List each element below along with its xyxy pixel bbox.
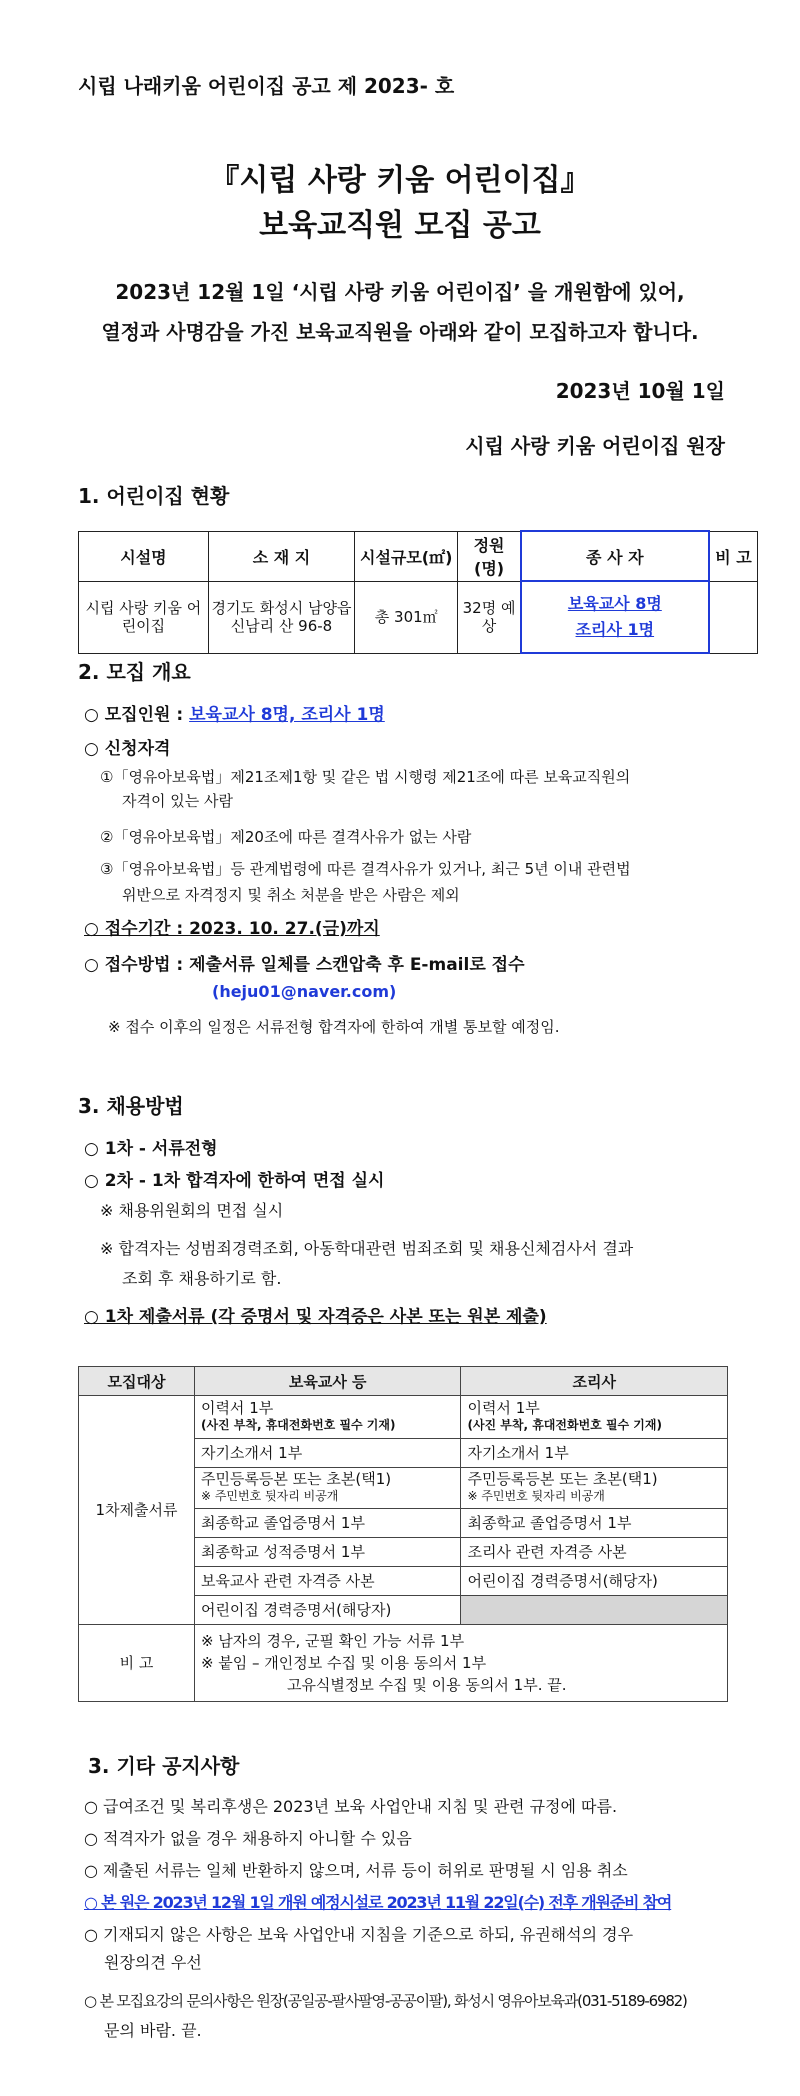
staff-cook: 조리사 1명 [575,620,655,639]
cook-intro: 자기소개서 1부 [461,1439,728,1468]
teacher-transcript: 최종학교 성적증명서 1부 [194,1538,461,1567]
teacher-resume-note: (사진 부착, 휴대전화번호 필수 기재) [200,1418,396,1432]
notice-6b: 문의 바람. 끝. [104,2021,202,2040]
teacher-graduation: 최종학교 졸업증명서 1부 [194,1509,461,1538]
notice-number: 시립 나래키움 어린이집 공고 제 2023- 호 [78,74,455,98]
email-address: (heju01@naver.com) [212,982,397,1001]
intro-line-2: 열정과 사명감을 가진 보육교직원을 아래와 같이 모집하고자 합니다. [101,320,699,344]
qual-item-2: ②「영유아보육법」제20조에 따른 결격사유가 없는 사람 [100,828,472,846]
recruit-line [84,700,385,725]
cook-resume [461,1396,728,1439]
notice-3: ○ 제출된 서류는 일체 반환하지 않으며, 서류 등이 허위로 판명될 시 임용 취소 [84,1861,628,1880]
col-address: 소 재 지 [208,531,354,581]
qual-item-1b: 자격이 있는 사람 [122,792,233,810]
schedule-note: ※ 접수 이후의 일정은 서류전형 합격자에 한하여 개별 통보할 예정임. [108,1018,560,1036]
period-line: ○ 접수기간 : 2023. 10. 27.(금)까지 [84,919,380,939]
qual-item-1: ①「영유아보육법」제21조제1항 및 같은 법 시행령 제21조에 따른 보육교직원의 [100,768,631,786]
title-recruit: 보육교직원 모집 공고 [259,208,541,243]
col-staff: 종 사 자 [521,531,709,581]
teacher-career: 어린이집 경력증명서(해당자) [194,1596,461,1625]
remark-2: ※ 붙임 – 개인정보 수집 및 이용 동의서 1부 [200,1654,487,1672]
teacher-intro: 자기소개서 1부 [194,1439,461,1468]
cell-staff [521,581,709,653]
cook-resident [461,1468,728,1509]
cell-size: 총 301㎡ [355,581,458,653]
cell-note [709,581,758,653]
notice-4: ○ 본 원은 2023년 12월 1일 개원 예정시설로 2023년 11월 22일(수) 전후 개원준비 참여 [84,1893,672,1912]
cell-capacity: 32명 예상 [458,581,521,653]
cell-address: 경기도 화성시 남양읍 신남리 산 96-8 [208,581,354,653]
cook-resident-note: ※ 주민번호 뒷자리 비공개 [467,1489,605,1503]
cell-name: 시립 사랑 키움 어린이집 [79,581,209,653]
cook-empty-cell [461,1596,728,1625]
section2-heading: 2. 모집 개요 [78,660,191,684]
signer: 시립 사랑 키움 어린이집 원장 [465,434,725,458]
cook-license: 조리사 관련 자격증 사본 [461,1538,728,1567]
remark-cell [194,1625,727,1702]
docs-row-label: 1차제출서류 [79,1396,195,1625]
section1-heading: 1. 어린이집 현황 [78,484,230,508]
notice-2: ○ 적격자가 없을 경우 채용하지 아니할 수 있음 [84,1829,412,1848]
staff-teacher: 보육교사 8명 [567,594,662,613]
section3-heading: 3. 채용방법 [78,1094,184,1118]
cook-resume-title: 이력서 1부 [467,1399,540,1417]
cook-resume-note: (사진 부착, 휴대전화번호 필수 기재) [467,1418,662,1432]
notice-1: ○ 급여조건 및 복리후생은 2023년 보육 사업안내 지침 및 관련 규정에 따름. [84,1797,618,1816]
cook-resident-title: 주민등록등본 또는 초본(택1) [467,1470,658,1488]
recruit-value: 보육교사 8명, 조리사 1명 [189,705,385,725]
teacher-resident-note: ※ 주민번호 뒷자리 비공개 [200,1489,339,1503]
step1-line: ○ 1차 - 서류전형 [84,1139,218,1159]
col-size: 시설규모(㎡) [355,531,458,581]
teacher-license: 보육교사 관련 자격증 사본 [194,1567,461,1596]
teacher-resume-title: 이력서 1부 [200,1399,274,1417]
teacher-resident-title: 주민등록등본 또는 초본(택1) [200,1470,392,1488]
col-note: 비 고 [709,531,758,581]
cook-graduation: 최종학교 졸업증명서 1부 [461,1509,728,1538]
teacher-resident [194,1468,461,1509]
qual-label: ○ 신청자격 [84,739,171,759]
remark-label: 비 고 [79,1625,195,1702]
remark-3: 고유식별정보 수집 및 이용 동의서 1부. 끝. [286,1676,567,1694]
docs-col-teacher: 보육교사 등 [194,1367,461,1396]
docs-col-cook: 조리사 [461,1367,728,1396]
qual-item-3: ③「영유아보육법」등 관계법령에 따른 결격사유가 있거나, 최근 5년 이내 관련법 [100,860,631,878]
section4-heading: 3. 기타 공지사항 [88,1754,240,1778]
notice-5: ○ 기재되지 않은 사항은 보육 사업안내 지침을 기준으로 하되, 유권해석의 경우 [84,1925,634,1944]
notice-date: 2023년 10월 1일 [555,379,725,403]
col-name: 시설명 [79,531,209,581]
check-note: ※ 합격자는 성범죄경력조회, 아동학대관련 범죄조회 및 채용신체검사서 결과 [100,1239,634,1258]
teacher-resume [194,1396,461,1439]
notice-6: ○ 본 모집요강의 문의사항은 원장(공일공-팔사팔영-공공이팔), 화성시 영유아보육과(031-5189-6982) [84,1992,687,2010]
notice-5b: 원장의견 우선 [104,1953,202,1972]
docs-title: ○ 1차 제출서류 (각 증명서 및 자격증은 사본 또는 원본 제출) [84,1307,547,1327]
cook-career: 어린이집 경력증명서(해당자) [461,1567,728,1596]
remark-1: ※ 남자의 경우, 군필 확인 가능 서류 1부 [200,1632,465,1650]
title-facility: 『시립 사랑 키움 어린이집』 [209,163,591,198]
documents-table [78,1366,728,1702]
col-capacity: 정원(명) [458,531,521,581]
check-note-b: 조회 후 채용하기로 함. [122,1269,282,1288]
interview-note: ※ 채용위원회의 면접 실시 [100,1201,284,1220]
recruit-label: ○ 모집인원 : [84,705,184,725]
method-line: ○ 접수방법 : 제출서류 일체를 스캔압축 후 E-mail로 접수 [84,955,525,975]
intro-line-1: 2023년 12월 1일 ‘시립 사랑 키움 어린이집’ 을 개원함에 있어, [115,280,685,304]
qual-item-3b: 위반으로 자격정지 및 취소 처분을 받은 사람은 제외 [122,886,460,904]
docs-col-target: 모집대상 [79,1367,195,1396]
facility-table [78,530,758,654]
step2-line: ○ 2차 - 1차 합격자에 한하여 면접 실시 [84,1171,385,1191]
